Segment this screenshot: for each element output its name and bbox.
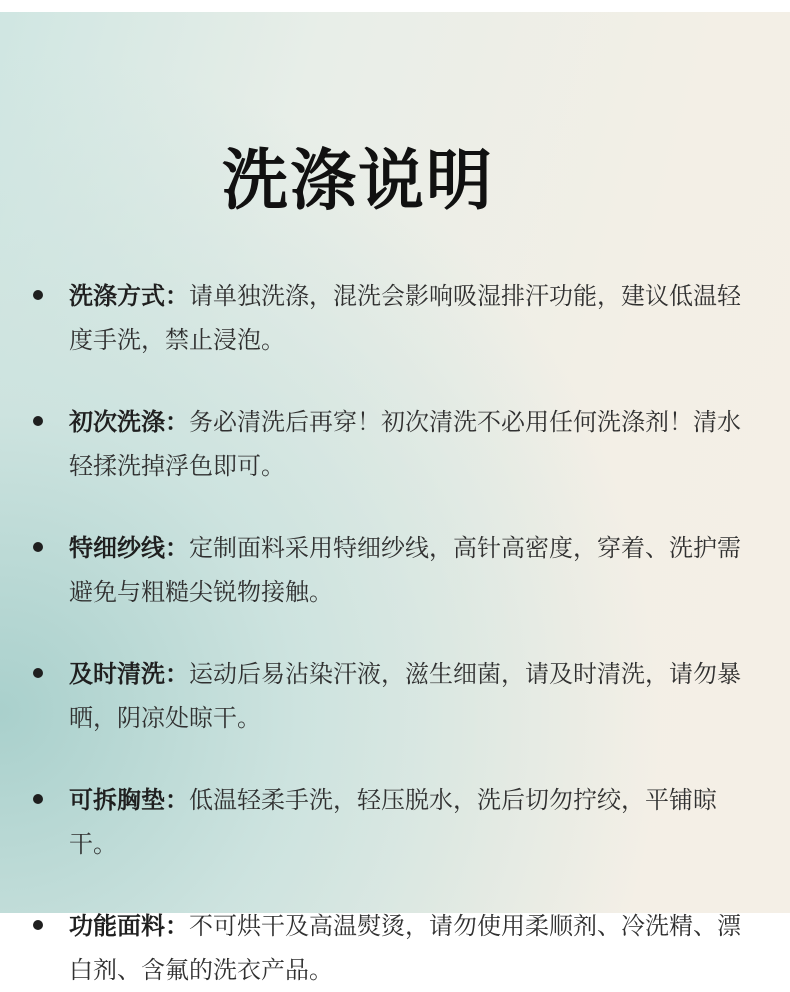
instruction-list xyxy=(28,274,763,992)
bullet-icon xyxy=(33,794,43,804)
item-label: 可拆胸垫： xyxy=(69,786,189,814)
bullet-icon xyxy=(33,290,43,300)
list-item-first-wash xyxy=(28,400,763,488)
list-item-functional-fabric xyxy=(28,904,763,992)
item-text: 运动后易沾染汗液，滋生细菌，请及时清洗，请勿暴晒，阴凉处晾干。 xyxy=(69,660,741,732)
page-title: 洗涤说明 xyxy=(222,142,494,219)
item-text: 务必清洗后再穿！初次清洗不必用任何洗涤剂！清水轻揉洗掉浮色即可。 xyxy=(69,408,741,480)
item-label: 初次洗涤： xyxy=(69,408,189,436)
list-item-timely-wash xyxy=(28,652,763,740)
item-text: 请单独洗涤，混洗会影响吸湿排汗功能，建议低温轻度手洗，禁止浸泡。 xyxy=(69,282,741,354)
item-label: 及时清洗： xyxy=(69,660,189,688)
item-label: 洗涤方式： xyxy=(69,282,189,310)
bullet-icon xyxy=(33,542,43,552)
list-item-fine-yarn xyxy=(28,526,763,614)
item-text: 定制面料采用特细纱线，高针高密度，穿着、洗护需避免与粗糙尖锐物接触。 xyxy=(69,534,741,606)
item-text: 低温轻柔手洗，轻压脱水，洗后切勿拧绞，平铺晾干。 xyxy=(69,786,717,858)
top-white-strip xyxy=(0,0,790,12)
bullet-icon xyxy=(33,668,43,678)
bullet-icon xyxy=(33,416,43,426)
list-item-removable-pad xyxy=(28,778,763,866)
item-label: 功能面料： xyxy=(69,912,189,940)
item-label: 特细纱线： xyxy=(69,534,189,562)
list-item-wash-method xyxy=(28,274,763,362)
item-text: 不可烘干及高温熨烫，请勿使用柔顺剂、冷洗精、漂白剂、含氟的洗衣产品。 xyxy=(69,912,741,984)
bullet-icon xyxy=(33,920,43,930)
